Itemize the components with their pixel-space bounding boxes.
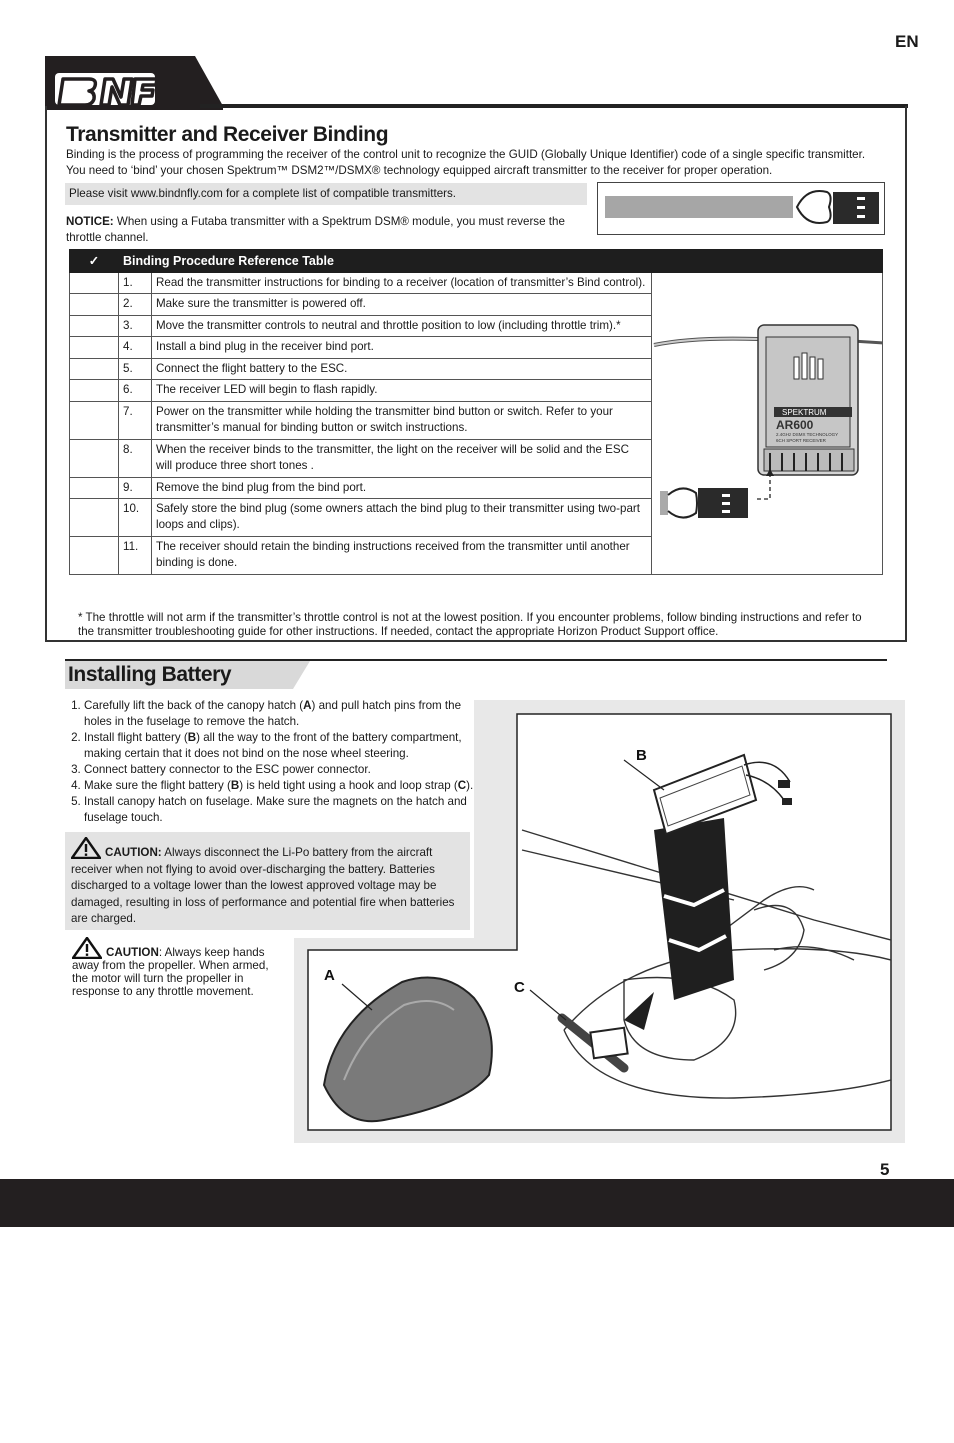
battery-install-figure <box>294 700 905 1443</box>
check-cell <box>70 439 119 477</box>
notice-label: NOTICE: <box>66 215 114 228</box>
bind-plug-illustration <box>597 182 885 235</box>
warning-triangle-icon <box>71 837 101 859</box>
step-text: Read the transmitter instructions for binding to a receiver (location of transmitter’s Bind control). <box>152 273 652 294</box>
caution-label: CAUTION: <box>105 846 162 859</box>
notice-text: When using a Futaba transmitter with a Spektrum DSM® module, you must reverse the throttle channel. <box>66 215 565 244</box>
step-number: 4. <box>119 337 152 358</box>
futaba-notice <box>66 214 566 246</box>
step-number: 9. <box>119 477 152 498</box>
receiver-illustration <box>652 273 882 569</box>
receiver-sub2: 6CH SPORT RECEIVER <box>776 438 826 443</box>
bnf-logo <box>55 71 165 111</box>
step-number: 1. <box>119 273 152 294</box>
step-text: When the receiver binds to the transmitter, the light on the receiver will be solid and the ESC will produce three short tones . <box>152 439 652 477</box>
check-cell <box>70 273 119 294</box>
list-item: 5. Install canopy hatch on fuselage. Make sure the magnets on the hatch and fuselage touch. <box>84 794 484 826</box>
step-number: 11. <box>119 537 152 575</box>
check-cell <box>70 315 119 336</box>
step-text: The receiver should retain the binding instructions received from the transmitter until another binding is done. <box>152 537 652 575</box>
figure-label-b: B <box>636 747 647 764</box>
warning-triangle-icon <box>72 937 102 959</box>
throttle-footnote: * The throttle will not arm if the transmitter’s throttle control is not at the lowest position. If you encounter problems, follow binding instructions and refer to the transmitter troubleshooting guide for other instructions. If needed, contact the appropriate Horizon Product Support office. <box>78 611 862 638</box>
list-item: 1. Carefully lift the back of the canopy hatch (A) and pull hatch pins from the holes in the fuselage to remove the hatch. <box>84 698 484 730</box>
step-text: Remove the bind plug from the bind port. <box>152 477 652 498</box>
check-cell <box>70 499 119 537</box>
step-text: Power on the transmitter while holding the transmitter bind button or switch. Refer to your transmitter’s manual for binding button or switch instructions. <box>152 401 652 439</box>
svg-text:TM: TM <box>151 106 159 111</box>
step-text: Move the transmitter controls to neutral and throttle position to low (including throttle trim).* <box>152 315 652 336</box>
checkmark-icon: ✓ <box>70 250 119 273</box>
receiver-sub1: 2.4GHz DSMX TECHNOLOGY <box>776 432 839 437</box>
step-number: 10. <box>119 499 152 537</box>
caution-propeller <box>72 937 272 998</box>
list-item: 4. Make sure the flight battery (B) is held tight using a hook and loop strap (C). <box>84 778 484 794</box>
page-number: 5 <box>880 1160 890 1179</box>
step-text: The receiver LED will begin to flash rapidly. <box>152 380 652 401</box>
footer-bar <box>0 1179 954 1227</box>
language-tag: EN <box>895 32 919 51</box>
check-cell <box>70 537 119 575</box>
step-text: Install a bind plug in the receiver bind port. <box>152 337 652 358</box>
step-number: 5. <box>119 358 152 379</box>
figure-label-a: A <box>324 967 335 984</box>
step-number: 7. <box>119 401 152 439</box>
list-item: 3. Connect battery connector to the ESC power connector. <box>84 762 484 778</box>
binding-title: Transmitter and Receiver Binding <box>66 123 389 146</box>
step-number: 2. <box>119 294 152 315</box>
check-cell <box>70 294 119 315</box>
step-text: Safely store the bind plug (some owners attach the bind plug to their transmitter using two-part loops and clips). <box>152 499 652 537</box>
receiver-image-cell <box>652 273 883 575</box>
figure-label-c: C <box>514 979 525 996</box>
receiver-model: AR600 <box>776 418 814 432</box>
table-header-row <box>70 250 883 273</box>
caution-label: CAUTION <box>106 946 159 959</box>
caution-text: : Always keep hands away from the propeller. When armed, the motor will turn the propeller in response to any throttle movement. <box>72 946 269 998</box>
step-number: 8. <box>119 439 152 477</box>
check-cell <box>70 337 119 358</box>
check-cell <box>70 477 119 498</box>
step-text: Make sure the transmitter is powered off. <box>152 294 652 315</box>
binding-intro: Binding is the process of programming the receiver of the control unit to recognize the GUID (Globally Unique Identifier) code of a single specific transmitter. You need to ‘bind’ your chosen Spektrum™ DSM2™/DSMX® technology equipped aircraft transmitter to the receiver for proper operation. <box>66 148 866 177</box>
step-number: 3. <box>119 315 152 336</box>
check-cell <box>70 401 119 439</box>
receiver-brand: SPEKTRUM <box>782 408 827 417</box>
step-number: 6. <box>119 380 152 401</box>
battery-title: Installing Battery <box>68 663 232 686</box>
list-item: 2. Install flight battery (B) all the way to the front of the battery compartment, making certain that it does not bind on the nose wheel steering. <box>84 730 484 762</box>
table-row <box>70 273 883 294</box>
table-title: Binding Procedure Reference Table <box>119 250 883 273</box>
check-cell <box>70 358 119 379</box>
step-text: Connect the flight battery to the ESC. <box>152 358 652 379</box>
binding-procedure-table <box>69 249 883 575</box>
bindnfly-note: Please visit www.bindnfly.com for a complete list of compatible transmitters. <box>65 183 587 205</box>
check-cell <box>70 380 119 401</box>
caution-text: Always disconnect the Li-Po battery from the aircraft receiver when not flying to avoid over-discharging the battery. Batteries discharged to a voltage lower than the lowest approved voltage may be damaged, resulting in loss of performance and potential fire when batteries are charged. <box>71 846 455 925</box>
